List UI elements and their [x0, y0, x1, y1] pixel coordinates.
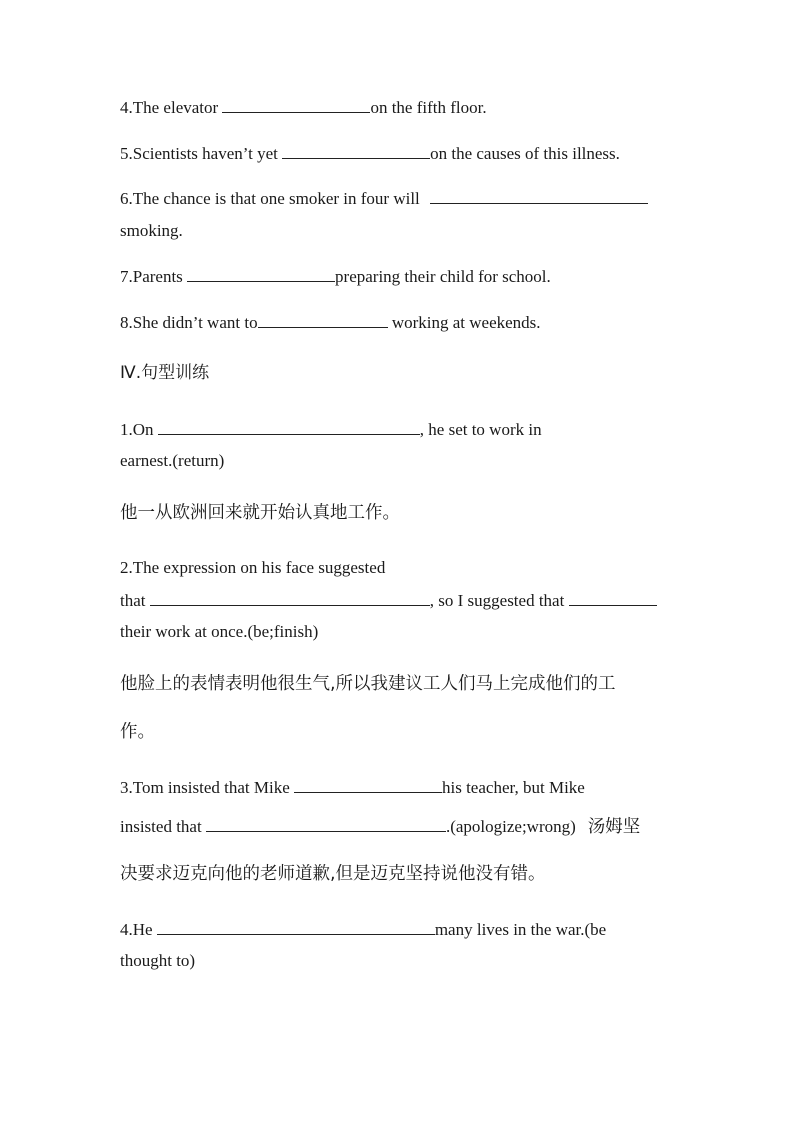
answer-blank[interactable] [258, 311, 388, 328]
item-text: smoking. [120, 221, 183, 240]
answer-blank[interactable] [430, 187, 648, 204]
item-text: many lives in the war.(be [434, 920, 607, 939]
item-text: his teacher, but Mike [442, 778, 585, 797]
answer-blank[interactable] [157, 918, 435, 935]
translation-item-4-continued: thought to) [120, 951, 196, 970]
translation-item-3 [120, 776, 585, 799]
answer-blank[interactable] [158, 418, 420, 435]
item-text: 4.He [120, 920, 157, 939]
answer-blank[interactable] [282, 142, 430, 159]
chinese-sentence: 他一从欧洲回来就开始认真地工作。 [120, 503, 400, 523]
section-heading: Ⅳ.句型训练 [120, 363, 210, 383]
translation-item-2: 2.The expression on his face suggested [120, 558, 386, 577]
item-text: 1.On [120, 420, 158, 439]
item-text: 6.The chance is that one smoker in four will [120, 189, 425, 208]
item-text: 7.Parents [120, 267, 188, 286]
item-text: on the fifth floor. [370, 98, 487, 117]
item-text: , so I suggested that [429, 591, 569, 610]
translation-item-2-continued: their work at once.(be;finish) [120, 622, 319, 641]
chinese-sentence-continued: 决要求迈克向他的老师道歉,但是迈克坚持说他没有错。 [120, 864, 546, 884]
item-text: 3.Tom insisted that Mike [120, 778, 294, 797]
item-text: on the causes of this illness. [430, 144, 620, 163]
item-text: 5.Scientists haven’t yet [120, 144, 283, 163]
item-text: 8.She didn’t want to [120, 313, 258, 332]
item-text: 4.The elevator [120, 98, 223, 117]
exercise-item-7 [120, 265, 551, 288]
exercise-item-5 [120, 142, 620, 165]
item-text: , he set to work in [419, 420, 542, 439]
translation-item-4 [120, 918, 606, 941]
item-text: working at weekends. [387, 313, 541, 332]
answer-blank[interactable] [150, 589, 430, 606]
exercise-item-8 [120, 311, 541, 334]
answer-blank[interactable] [206, 815, 446, 832]
item-text: that [120, 591, 150, 610]
exercise-item-6 [120, 187, 648, 210]
chinese-sentence: 他脸上的表情表明他很生气,所以我建议工人们马上完成他们的工 [120, 674, 616, 694]
translation-item-2-line2 [120, 589, 657, 612]
exercise-item-6-continued [120, 220, 183, 242]
item-text: .(apologize;wrong) [445, 817, 576, 836]
answer-blank[interactable] [294, 776, 442, 793]
exercise-item-4 [120, 96, 487, 119]
translation-item-1 [120, 418, 542, 441]
item-text: insisted that [120, 817, 206, 836]
answer-blank[interactable] [187, 265, 335, 282]
chinese-sentence-continued: 作。 [120, 722, 155, 742]
translation-item-3-line2 [120, 815, 640, 838]
answer-blank[interactable] [569, 589, 657, 606]
chinese-sentence: 汤姆坚 [587, 817, 641, 837]
answer-blank[interactable] [222, 96, 370, 113]
translation-item-1-continued: earnest.(return) [120, 451, 225, 470]
item-text: preparing their child for school. [335, 267, 551, 286]
